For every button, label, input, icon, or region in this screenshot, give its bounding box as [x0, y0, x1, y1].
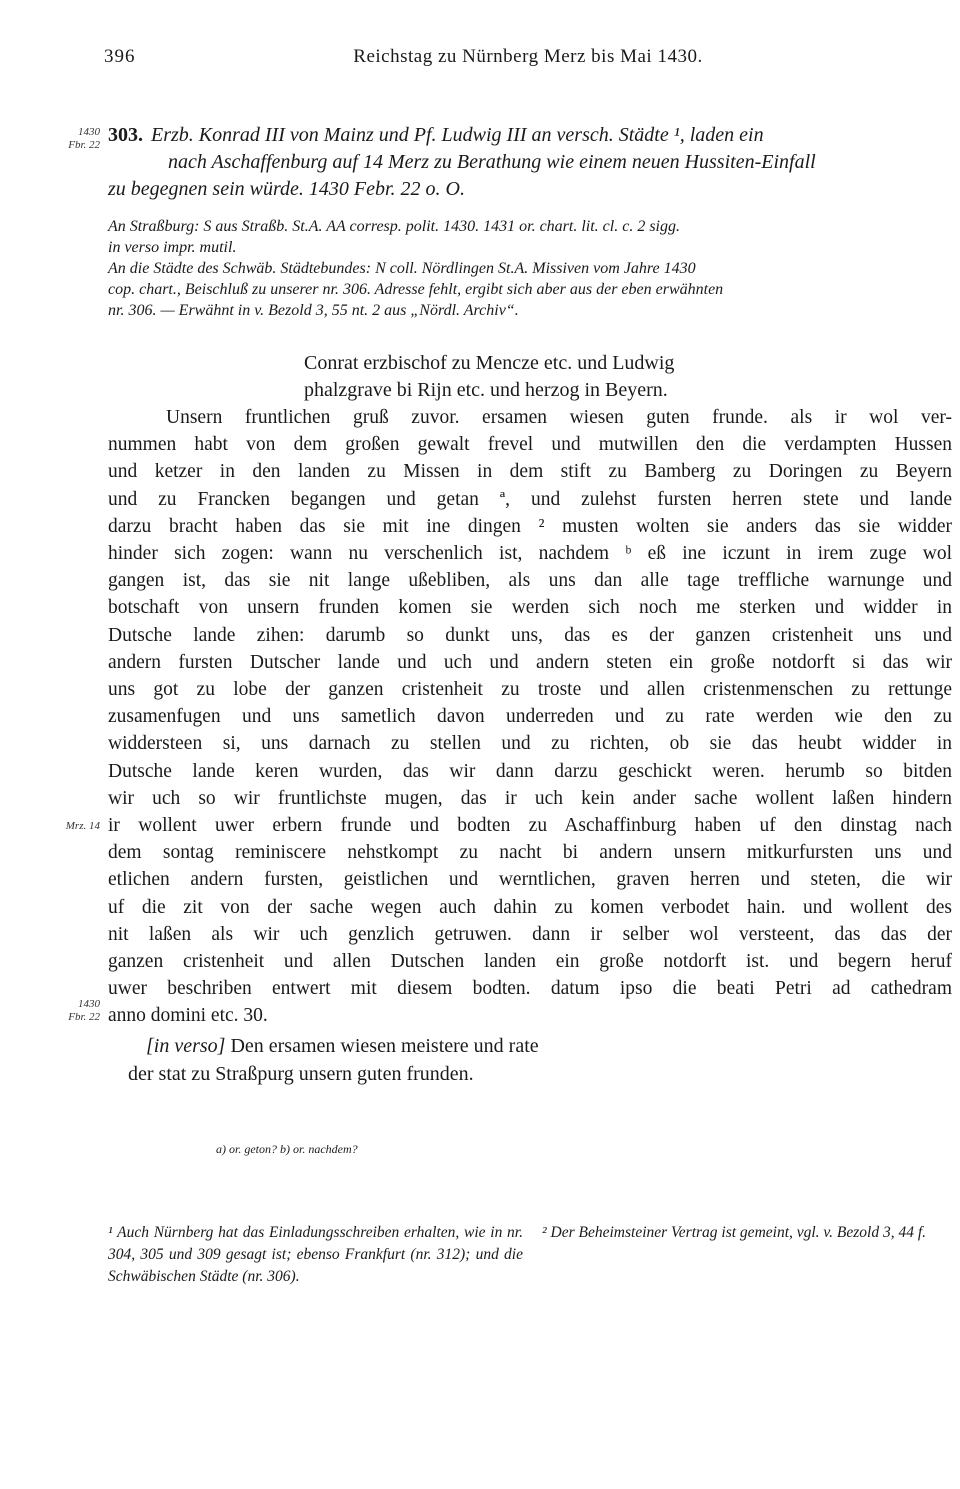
footnote-left — [108, 1222, 523, 1288]
body-line: widdersteen si, uns darnach zu stellen und zu richten, ob sie das heubt widder in — [108, 733, 952, 755]
source-line: in verso impr. mutil. — [108, 239, 237, 256]
address-block — [128, 1032, 728, 1088]
margin-date-middle: Mrz. 14 — [65, 820, 100, 832]
body-line: zusamenfugen und uns sametlich davon underreden und zu rate werden wie den zu — [108, 706, 952, 728]
body-line: anno domini etc. 30. — [108, 1005, 268, 1027]
salutation-line: Conrat erzbischof zu Mencze etc. und Ludwig — [304, 352, 675, 374]
address-line: Den ersamen wiesen meistere und rate — [230, 1035, 539, 1057]
title-line: nach Aschaffenburg auf 14 Merz zu Berathung wie einem neuen Hussiten-Einfall — [168, 151, 816, 173]
body-line: nummen habt von dem großen gewalt frevel und mutwillen den die verdampten Hussen — [108, 434, 952, 456]
body-line: botschaft von unsern frunden komen sie werden sich noch me sterken und widder in — [108, 597, 952, 619]
body-line: uwer beschriben entwert mit diesem bodten. datum ipso die beati Petri ad cathedram — [108, 978, 952, 1000]
running-title: Reichstag zu Nürnberg Merz bis Mai 1430. — [353, 46, 703, 67]
margin-date-top: 1430 Fbr. 22 — [68, 126, 100, 151]
source-line: nr. 306. — Erwähnt in v. Bezold 3, 55 nt. 2 aus „Nördl. Archiv“. — [108, 302, 519, 319]
letter-body — [108, 404, 952, 1030]
source-notes — [108, 216, 956, 321]
title-line: zu begegnen sein würde. 1430 Febr. 22 o. O. — [108, 178, 465, 200]
title-line: Erzb. Konrad III von Mainz und Pf. Ludwig III an versch. Städte ¹, laden ein — [151, 124, 764, 146]
salutation-line: phalzgrave bi Rijn etc. und herzog in Beyern. — [304, 379, 668, 401]
body-line: gangen ist, das sie nit lange ußebliben, als uns dan alle tage treffliche warnunge und — [108, 570, 952, 592]
body-line: und zu Francken begangen und getan ª, und zulehst fursten herren stete und lande — [108, 488, 952, 510]
document-title — [108, 122, 956, 203]
address-line: der stat zu Straßpurg unsern guten frunden. — [128, 1063, 474, 1085]
footnote-right — [542, 1222, 952, 1244]
page-header — [104, 46, 952, 74]
body-line: ganzen cristenheit und allen Dutschen landen ein große notdorft ist. und begern heruf — [108, 951, 952, 973]
body-line: hinder sich zogen: wann nu verschenlich ist, nachdem ᵇ eß ine iczunt in irem zuge wol — [108, 543, 952, 565]
body-line: andern fursten Dutscher lande und uch und andern steten ein große notdorft si das wir — [108, 651, 952, 673]
page-number: 396 — [104, 46, 136, 67]
body-line: uns got zu lobe der ganzen cristenheit zu troste und allen cristenmenschen zu rettunge — [108, 679, 952, 701]
variant-notes: a) or. geton? b) or. nachdem? — [216, 1142, 358, 1156]
body-line: Unsern fruntlichen gruß zuvor. ersamen wiesen guten frunde. als ir wol ver- — [166, 407, 952, 428]
body-line: dem sontag reminiscere nehstkompt zu nacht bi andern unsern mitkurfursten uns und — [108, 842, 952, 864]
footnote-text: ¹ Auch Nürnberg hat das Einladungsschreiben erhalten, wie in nr. 304, 305 und 309 gesagt ist; ebenso Frankfurt (nr. 312); und die Schwäbischen Städte (nr. 306). — [108, 1224, 523, 1285]
body-line: Dutsche lande keren wurden, das wir dann darzu geschickt weren. herumb so bitden — [108, 760, 952, 782]
body-line: Dutsche lande zihen: darumb so dunkt uns, das es der ganzen cristenheit uns und — [108, 624, 952, 646]
document-number: 303. — [108, 124, 143, 146]
body-line: ir wollent uwer erbern frunde und bodten zu Aschaffinburg haben uf den dinstag nach — [108, 815, 952, 837]
address-marker: [in verso] — [146, 1035, 226, 1057]
body-line: nit laßen als wir uch genzlich getruwen. dann ir selber wol versteent, das das der — [108, 923, 952, 945]
body-line: darzu bracht haben das sie mit ine dingen ² musten wolten sie anders das sie widder — [108, 515, 952, 537]
margin-date-bottom: 1430 Fbr. 22 — [68, 998, 100, 1023]
body-line: etlichen andern fursten, geistlichen und werntlichen, graven herren und steten, die wir — [108, 869, 952, 891]
body-line: wir uch so wir fruntlichste mugen, das ir uch kein ander sache wollent laßen hindern — [108, 787, 952, 809]
source-line: cop. chart., Beischluß zu unserer nr. 306. Adresse fehlt, ergibt sich aber aus der eben erwähnten — [108, 281, 724, 298]
source-line: An die Städte des Schwäb. Städtebundes: N coll. Nördlingen St.A. Missiven vom Jahre 1430 — [108, 260, 696, 277]
salutation — [304, 350, 824, 404]
footnote-text: ² Der Beheimsteiner Vertrag ist gemeint, vgl. v. Bezold 3, 44 f. — [542, 1224, 927, 1241]
source-line: An Straßburg: S aus Straßb. St.A. AA corresp. polit. 1430. 1431 or. chart. lit. cl. c. 2 sigg. — [108, 218, 680, 235]
body-line: und ketzer in den landen zu Missen in dem stift zu Bamberg zu Doringen zu Beyern — [108, 461, 952, 483]
body-line: uf die zit von der sache wegen auch dahin zu komen verbodet hain. und wollent des — [108, 896, 952, 918]
